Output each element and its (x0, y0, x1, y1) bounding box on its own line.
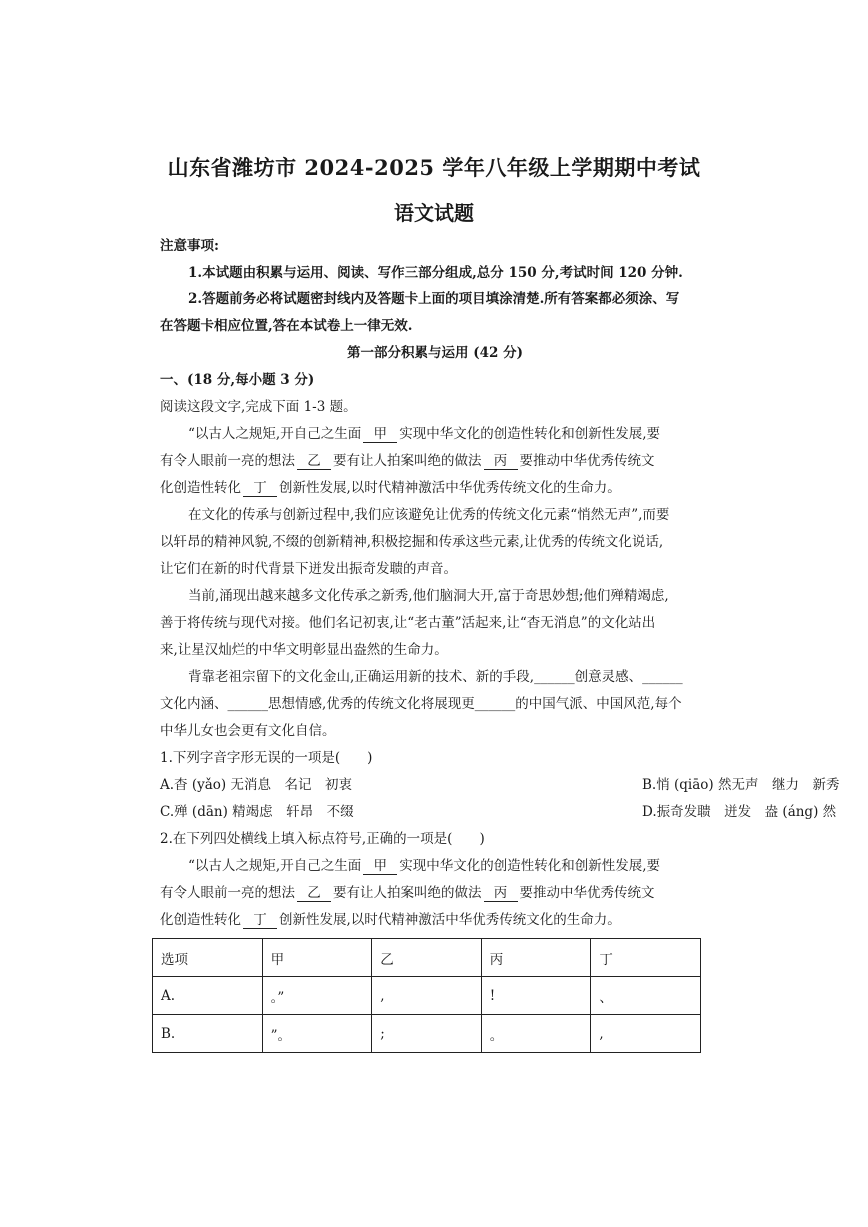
question-1-options-row-2 (160, 803, 837, 821)
table-cell: A. (153, 977, 263, 1015)
option-d: D.振奇发聩 迸发 盎 (áng) 然 (642, 804, 837, 820)
passage-p2-line-1: 在文化的传承与创新过程中,我们应该避免让优秀的传统文化元素“悄然无声”,而要 (188, 507, 670, 523)
blank-ding: 丁 (243, 913, 277, 929)
question-2-passage-line-3 (160, 911, 710, 929)
passage-p4-line-2: 文化内涵、______思想情感,优秀的传统文化将展现更______的中国气派、中国风范,每个 (160, 696, 682, 712)
answer-table (152, 938, 701, 1053)
blank-yi: 乙 (297, 886, 331, 902)
table-header-cell: 乙 (372, 939, 482, 977)
passage-text: 有令人眼前一亮的想法 (160, 453, 295, 469)
table-cell: , (372, 977, 482, 1015)
table-row (153, 1015, 701, 1053)
passage-p2-line-2: 以轩昂的精神风貌,不缀的创新精神,积极挖掘和传承这些元素,让优秀的传统文化说话, (160, 534, 664, 550)
passage-p4-line-3: 中华儿女也会更有文化自信。 (160, 723, 336, 739)
blank-bing: 丙 (484, 886, 518, 902)
table-cell: 。 (481, 1015, 591, 1053)
question-1-stem: 1.下列字音字形无误的一项是( ) (160, 750, 373, 766)
table-row (153, 977, 701, 1015)
passage-p2-line-3: 让它们在新的时代背景下迸发出振奇发聩的声音。 (160, 561, 457, 577)
table-cell: 。” (262, 977, 372, 1015)
option-b: B.悄 (qiāo) 然无声 继力 新秀 (642, 777, 840, 793)
passage-p1-line-3 (160, 479, 710, 497)
notice-item-2-line-2: 在答题卡相应位置,答在本试卷上一律无效. (160, 318, 413, 334)
exam-subtitle: 语文试题 (394, 201, 474, 225)
passage-text: 化创造性转化 (160, 480, 241, 496)
passage-p1-line-1 (188, 425, 710, 443)
passage-text: 要有让人拍案叫绝的做法 (333, 453, 482, 469)
passage-text: 化创造性转化 (160, 912, 241, 928)
passage-text: 要推动中华优秀传统文 (519, 885, 655, 901)
table-header-cell: 选项 (153, 939, 263, 977)
table-cell: ”。 (262, 1015, 372, 1053)
question-1-options-row-1 (160, 776, 840, 794)
passage-text: 有令人眼前一亮的想法 (160, 885, 295, 901)
notice-label: 注意事项: (160, 238, 219, 254)
table-cell: B. (153, 1015, 263, 1053)
blank-ding: 丁 (243, 481, 277, 497)
exam-title: 山东省潍坊市 2024-2025 学年八年级上学期期中考试 (167, 155, 701, 180)
instruction-text: 阅读这段文字,完成下面 1-3 题。 (160, 399, 357, 415)
table-header-cell: 甲 (262, 939, 372, 977)
table-cell: 、 (591, 977, 701, 1015)
passage-p3-line-3: 来,让星汉灿烂的中华文明彰显出盎然的生命力。 (160, 642, 448, 658)
passage-text: 创新性发展,以时代精神激活中华优秀传统文化的生命力。 (279, 480, 621, 496)
passage-text: 实现中华文化的创造性转化和创新性发展,要 (399, 426, 660, 442)
passage-text: 要推动中华优秀传统文 (519, 453, 655, 469)
table-header-cell: 丁 (591, 939, 701, 977)
passage-p3-line-2: 善于将传统与现代对接。他们名记初衷,让“老古董”活起来,让“杳无消息”的文化站出 (160, 615, 656, 631)
blank-yi: 乙 (297, 454, 331, 470)
passage-text: 要有让人拍案叫绝的做法 (333, 885, 482, 901)
passage-text: “以古人之规矩,开自己之生面 (188, 858, 362, 874)
blank-jia: 甲 (363, 427, 397, 443)
table-header-row (153, 939, 701, 977)
table-header-cell: 丙 (481, 939, 591, 977)
question-2-passage-line-2 (160, 884, 710, 902)
notice-item-1: 1.本试题由积累与运用、阅读、写作三部分组成,总分 150 分,考试时间 120 分钟. (188, 265, 683, 281)
option-c: C.殚 (dān) 精竭虑 轩昂 不缀 (160, 804, 354, 820)
passage-text: 实现中华文化的创造性转化和创新性发展,要 (399, 858, 660, 874)
part-heading: 第一部分积累与运用 (42 分) (347, 345, 523, 361)
blank-jia: 甲 (363, 859, 397, 875)
notice-item-2-line-1: 2.答题前务必将试题密封线内及答题卡上面的项目填涂清楚.所有答案都必须涂、写 (188, 291, 680, 307)
table-cell: ; (372, 1015, 482, 1053)
blank-bing: 丙 (484, 454, 518, 470)
passage-p4-line-1: 背靠老祖宗留下的文化金山,正确运用新的技术、新的手段,______创意灵感、______ (188, 669, 683, 685)
passage-text: 创新性发展,以时代精神激活中华优秀传统文化的生命力。 (279, 912, 621, 928)
question-2-stem: 2.在下列四处横线上填入标点符号,正确的一项是( ) (160, 831, 485, 847)
table-cell: ! (481, 977, 591, 1015)
table-cell: , (591, 1015, 701, 1053)
passage-text: “以古人之规矩,开自己之生面 (188, 426, 362, 442)
passage-p1-line-2 (160, 452, 710, 470)
section-heading: 一、(18 分,每小题 3 分) (160, 372, 315, 388)
question-2-passage-line-1 (188, 857, 710, 875)
passage-p3-line-1: 当前,涌现出越来越多文化传承之新秀,他们脑洞大开,富于奇思妙想;他们殚精竭虑, (188, 588, 669, 604)
option-a: A.杳 (yǎo) 无消息 名记 初衷 (160, 777, 352, 793)
